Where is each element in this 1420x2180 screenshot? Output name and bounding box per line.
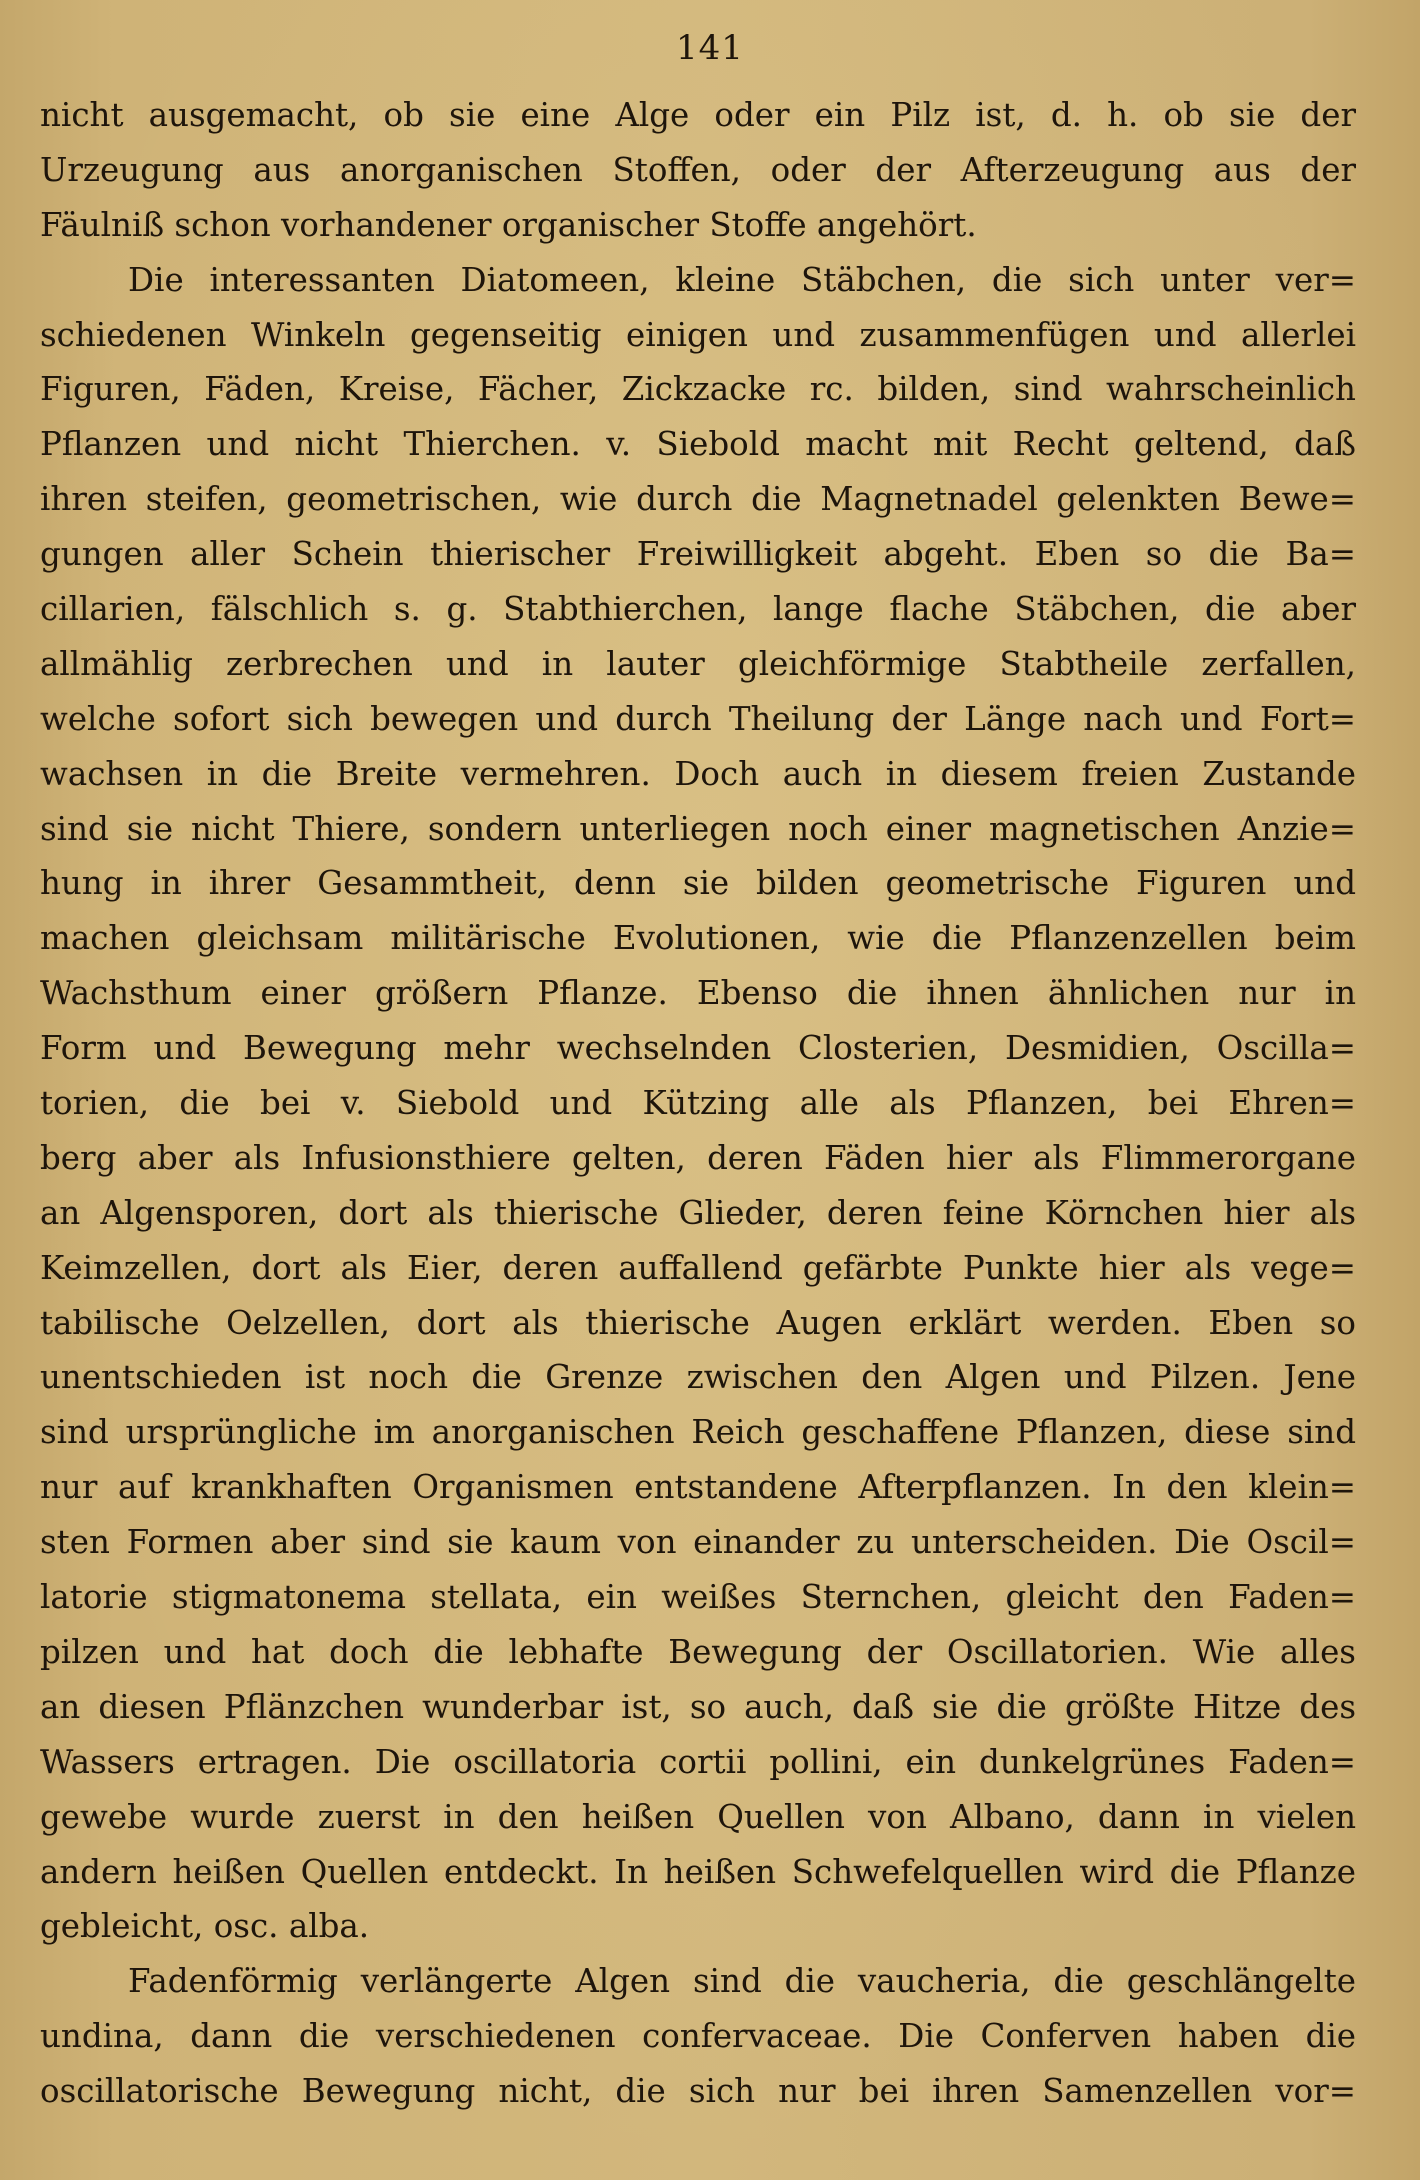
text-line: ihren steifen, geometrischen, wie durch die Magnetnadel gelenkten Bewe= [40, 480, 1356, 519]
text-line: gebleicht, osc. alba. [40, 1907, 370, 1946]
text-line: andern heißen Quellen entdeckt. In heißen Schwefelquellen wird die Pflanze [40, 1852, 1356, 1891]
text-line: undina, dann die verschiedenen confervaceae. Die Conferven haben die [40, 2017, 1356, 2056]
text-line: cillarien, fälschlich s. g. Stabthierchen, lange flache Stäbchen, die aber [40, 590, 1356, 629]
text-line: Keimzellen, dort als Eier, deren auffallend gefärbte Punkte hier als vege= [40, 1248, 1356, 1287]
text-line: machen gleichsam militärische Evolutionen, wie die Pflanzenzellen beim [40, 919, 1356, 958]
paragraph-2 [40, 253, 1356, 1955]
text-line: Wassers ertragen. Die oscillatoria cortii pollini, ein dunkelgrünes Faden= [40, 1742, 1356, 1781]
text-line: Form und Bewegung mehr wechselnden Closterien, Desmidien, Oscilla= [40, 1029, 1356, 1068]
text-line: berg aber als Infusionsthiere gelten, deren Fäden hier als Flimmerorgane [40, 1138, 1356, 1177]
paragraph-1 [40, 88, 1356, 253]
text-line: unentschieden ist noch die Grenze zwischen den Algen und Pilzen. Jene [40, 1358, 1356, 1397]
text-line: Pflanzen und nicht Thierchen. v. Siebold macht mit Recht geltend, daß [40, 425, 1356, 464]
text-line: tabilische Oelzellen, dort als thierische Augen erklärt werden. Eben so [40, 1303, 1356, 1342]
text-line: an diesen Pflänzchen wunderbar ist, so auch, daß sie die größte Hitze des [40, 1687, 1356, 1726]
text-line: Urzeugung aus anorganischen Stoffen, oder der Afterzeugung aus der [40, 150, 1356, 189]
text-line: Figuren, Fäden, Kreise, Fächer, Zickzacke rc. bilden, sind wahrscheinlich [40, 370, 1356, 409]
text-line: nicht ausgemacht, ob sie eine Alge oder ein Pilz ist, d. h. ob sie der [40, 96, 1356, 134]
text-line: Die interessanten Diatomeen, kleine Stäbchen, die sich unter ver= [128, 260, 1356, 299]
text-line: Fadenförmig verlängerte Algen sind die vaucheria, die geschlängelte [128, 1962, 1356, 2001]
text-line: hung in ihrer Gesammtheit, denn sie bilden geometrische Figuren und [40, 864, 1356, 903]
page-number: 141 [676, 28, 744, 68]
text-line: an Algensporen, dort als thierische Glieder, deren feine Körnchen hier als [40, 1193, 1356, 1232]
text-line: pilzen und hat doch die lebhafte Bewegung der Oscillatorien. Wie alles [40, 1632, 1356, 1671]
text-line: torien, die bei v. Siebold und Kützing alle als Pflanzen, bei Ehren= [40, 1084, 1356, 1123]
text-line: allmählig zerbrechen und in lauter gleichförmige Stabtheile zerfallen, [40, 644, 1356, 683]
text-line: Wachsthum einer größern Pflanze. Ebenso die ihnen ähnlichen nur in [40, 974, 1356, 1013]
text-line: schiedenen Winkeln gegenseitig einigen und zusammenfügen und allerlei [40, 315, 1356, 354]
text-line: sind sie nicht Thiere, sondern unterliegen noch einer magnetischen Anzie= [40, 809, 1356, 848]
text-line: gungen aller Schein thierischer Freiwilligkeit abgeht. Eben so die Ba= [40, 535, 1356, 574]
text-line: Fäulniß schon vorhandener organischer Stoffe angehört. [40, 205, 977, 244]
text-line: sten Formen aber sind sie kaum von einander zu unterscheiden. Die Oscil= [40, 1523, 1356, 1562]
paragraph-3 [40, 1954, 1356, 2119]
text-line: sind ursprüngliche im anorganischen Reich geschaffene Pflanzen, diese sind [40, 1413, 1356, 1452]
body-text [40, 88, 1356, 2119]
text-line: gewebe wurde zuerst in den heißen Quellen von Albano, dann in vielen [40, 1797, 1356, 1836]
text-line: latorie stigmatonema stellata, ein weißes Sternchen, gleicht den Faden= [40, 1578, 1356, 1617]
text-line: nur auf krankhaften Organismen entstandene Afterpflanzen. In den klein= [40, 1468, 1356, 1507]
text-line: welche sofort sich bewegen und durch Theilung der Länge nach und Fort= [40, 699, 1356, 738]
text-line: wachsen in die Breite vermehren. Doch auch in diesem freien Zustande [40, 754, 1356, 793]
text-line: oscillatorische Bewegung nicht, die sich nur bei ihren Samenzellen vor= [40, 2072, 1356, 2111]
